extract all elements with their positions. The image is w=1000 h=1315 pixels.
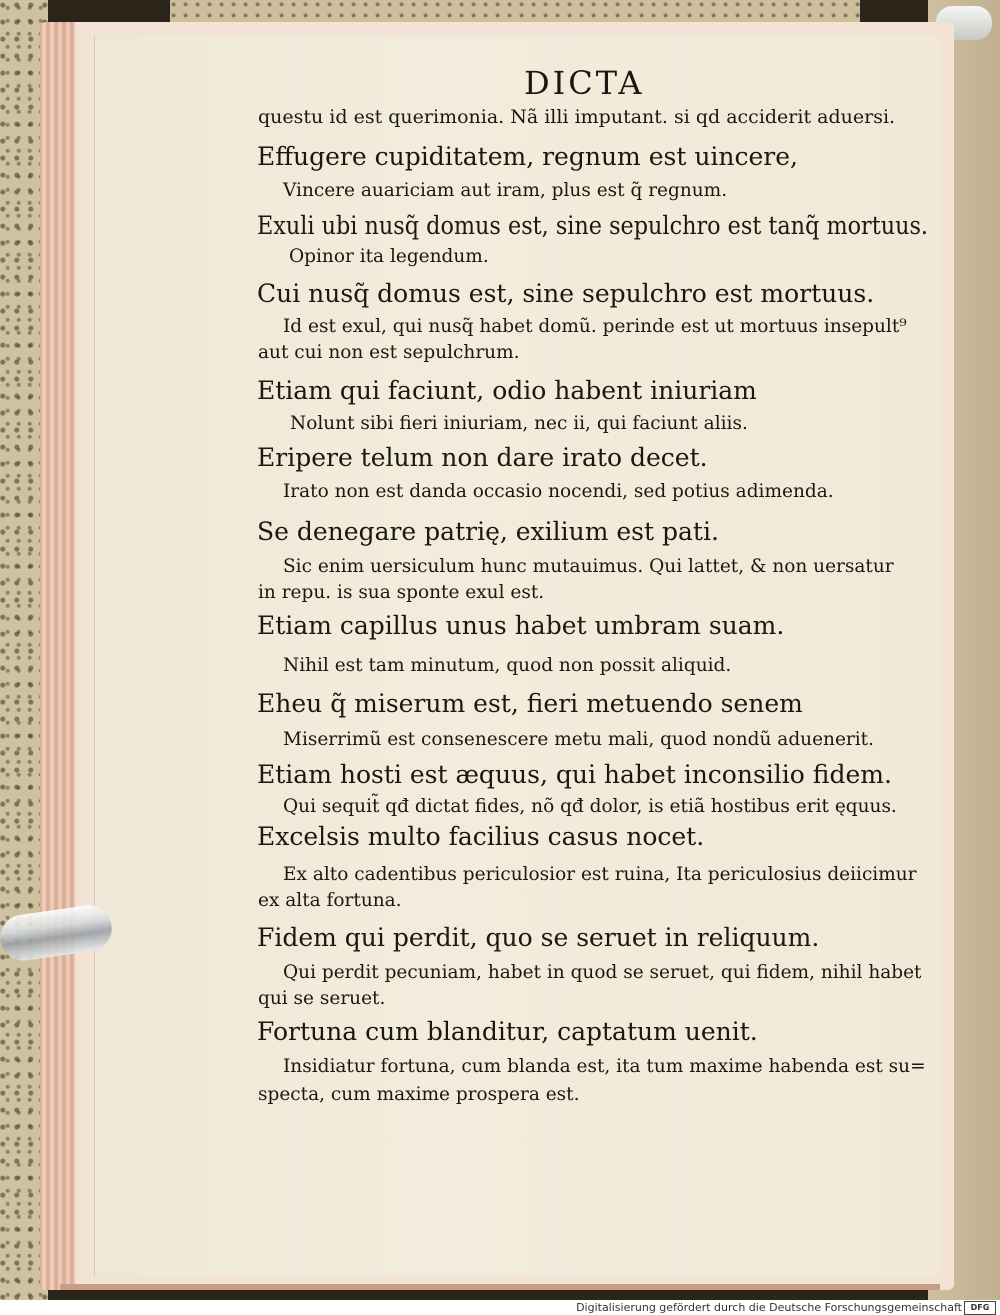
page-header: DICTA bbox=[524, 64, 645, 102]
saying-commentary: Id est exul, qui nusq̃ habet domũ. perinde est ut mortuus insepult⁹ bbox=[283, 316, 907, 337]
saying-heading: Exuli ubi nusq̃ domus est, sine sepulchro est tanq̃ mortuus. bbox=[257, 211, 929, 240]
saying-heading: Fortuna cum blanditur, captatum uenit. bbox=[257, 1017, 758, 1046]
saying-commentary: Sic enim uersiculum hunc mutauimus. Qui lattet, & non uersatur bbox=[283, 556, 894, 577]
saying-commentary: Ex alto cadentibus periculosior est ruina, Ita periculosius deiicimur bbox=[283, 864, 917, 885]
saying-commentary: Insidiatur fortuna, cum blanda est, ita tum maxime habenda est su= bbox=[283, 1056, 926, 1077]
saying-commentary: Vincere auariciam aut iram, plus est q̃ regnum. bbox=[283, 180, 728, 201]
saying-commentary: Miserrimũ est consenescere metu mali, quod nondũ aduenerit. bbox=[283, 729, 874, 750]
continuation-line: questu id est querimonia. Nã illi imputant. si qd acciderit aduersi. bbox=[258, 106, 896, 128]
saying-commentary: Nolunt sibi fieri iniuriam, nec ii, qui faciunt aliis. bbox=[290, 413, 748, 434]
saying-commentary: aut cui non est sepulchrum. bbox=[258, 342, 520, 363]
saying-heading: Se denegare patrię, exilium est pati. bbox=[257, 517, 719, 546]
saying-commentary: specta, cum maxime prospera est. bbox=[258, 1084, 580, 1105]
dfg-logo: DFG bbox=[964, 1301, 996, 1315]
saying-heading: Effugere cupiditatem, regnum est uincere, bbox=[257, 142, 799, 171]
saying-commentary: Opinor ita legendum. bbox=[289, 246, 489, 267]
footer-bar bbox=[0, 1300, 1000, 1315]
page-bottom-edge bbox=[60, 1284, 940, 1290]
saying-commentary: Qui sequit̃ qđ dictat fides, nõ qđ dolor, is etiã hostibus erit ęquus. bbox=[283, 796, 897, 817]
saying-commentary: Nihil est tam minutum, quod non possit aliquid. bbox=[283, 655, 732, 676]
saying-heading: Etiam qui faciunt, odio habent iniuriam bbox=[257, 376, 757, 405]
footer-credit: Digitalisierung gefördert durch die Deutsche Forschungsgemeinschaft bbox=[576, 1301, 962, 1314]
saying-heading: Eheu q̃ miserum est, fieri metuendo senem bbox=[257, 689, 803, 718]
saying-heading: Cui nusq̃ domus est, sine sepulchro est mortuus. bbox=[257, 279, 875, 308]
saying-commentary: in repu. is sua sponte exul est. bbox=[258, 582, 545, 603]
saying-commentary: ex alta fortuna. bbox=[258, 890, 402, 911]
saying-commentary: Qui perdit pecuniam, habet in quod se seruet, qui fidem, nihil habet bbox=[283, 962, 922, 983]
saying-heading: Etiam capillus unus habet umbram suam. bbox=[257, 611, 785, 640]
saying-heading: Eripere telum non dare irato decet. bbox=[257, 443, 708, 472]
saying-commentary: qui se seruet. bbox=[258, 988, 386, 1009]
saying-heading: Fidem qui perdit, quo se seruet in reliquum. bbox=[257, 923, 820, 952]
saying-heading: Etiam hosti est æquus, qui habet inconsilio fidem. bbox=[257, 760, 892, 789]
saying-heading: Excelsis multo facilius casus nocet. bbox=[257, 822, 705, 851]
saying-commentary: Irato non est danda occasio nocendi, sed potius adimenda. bbox=[283, 481, 834, 502]
